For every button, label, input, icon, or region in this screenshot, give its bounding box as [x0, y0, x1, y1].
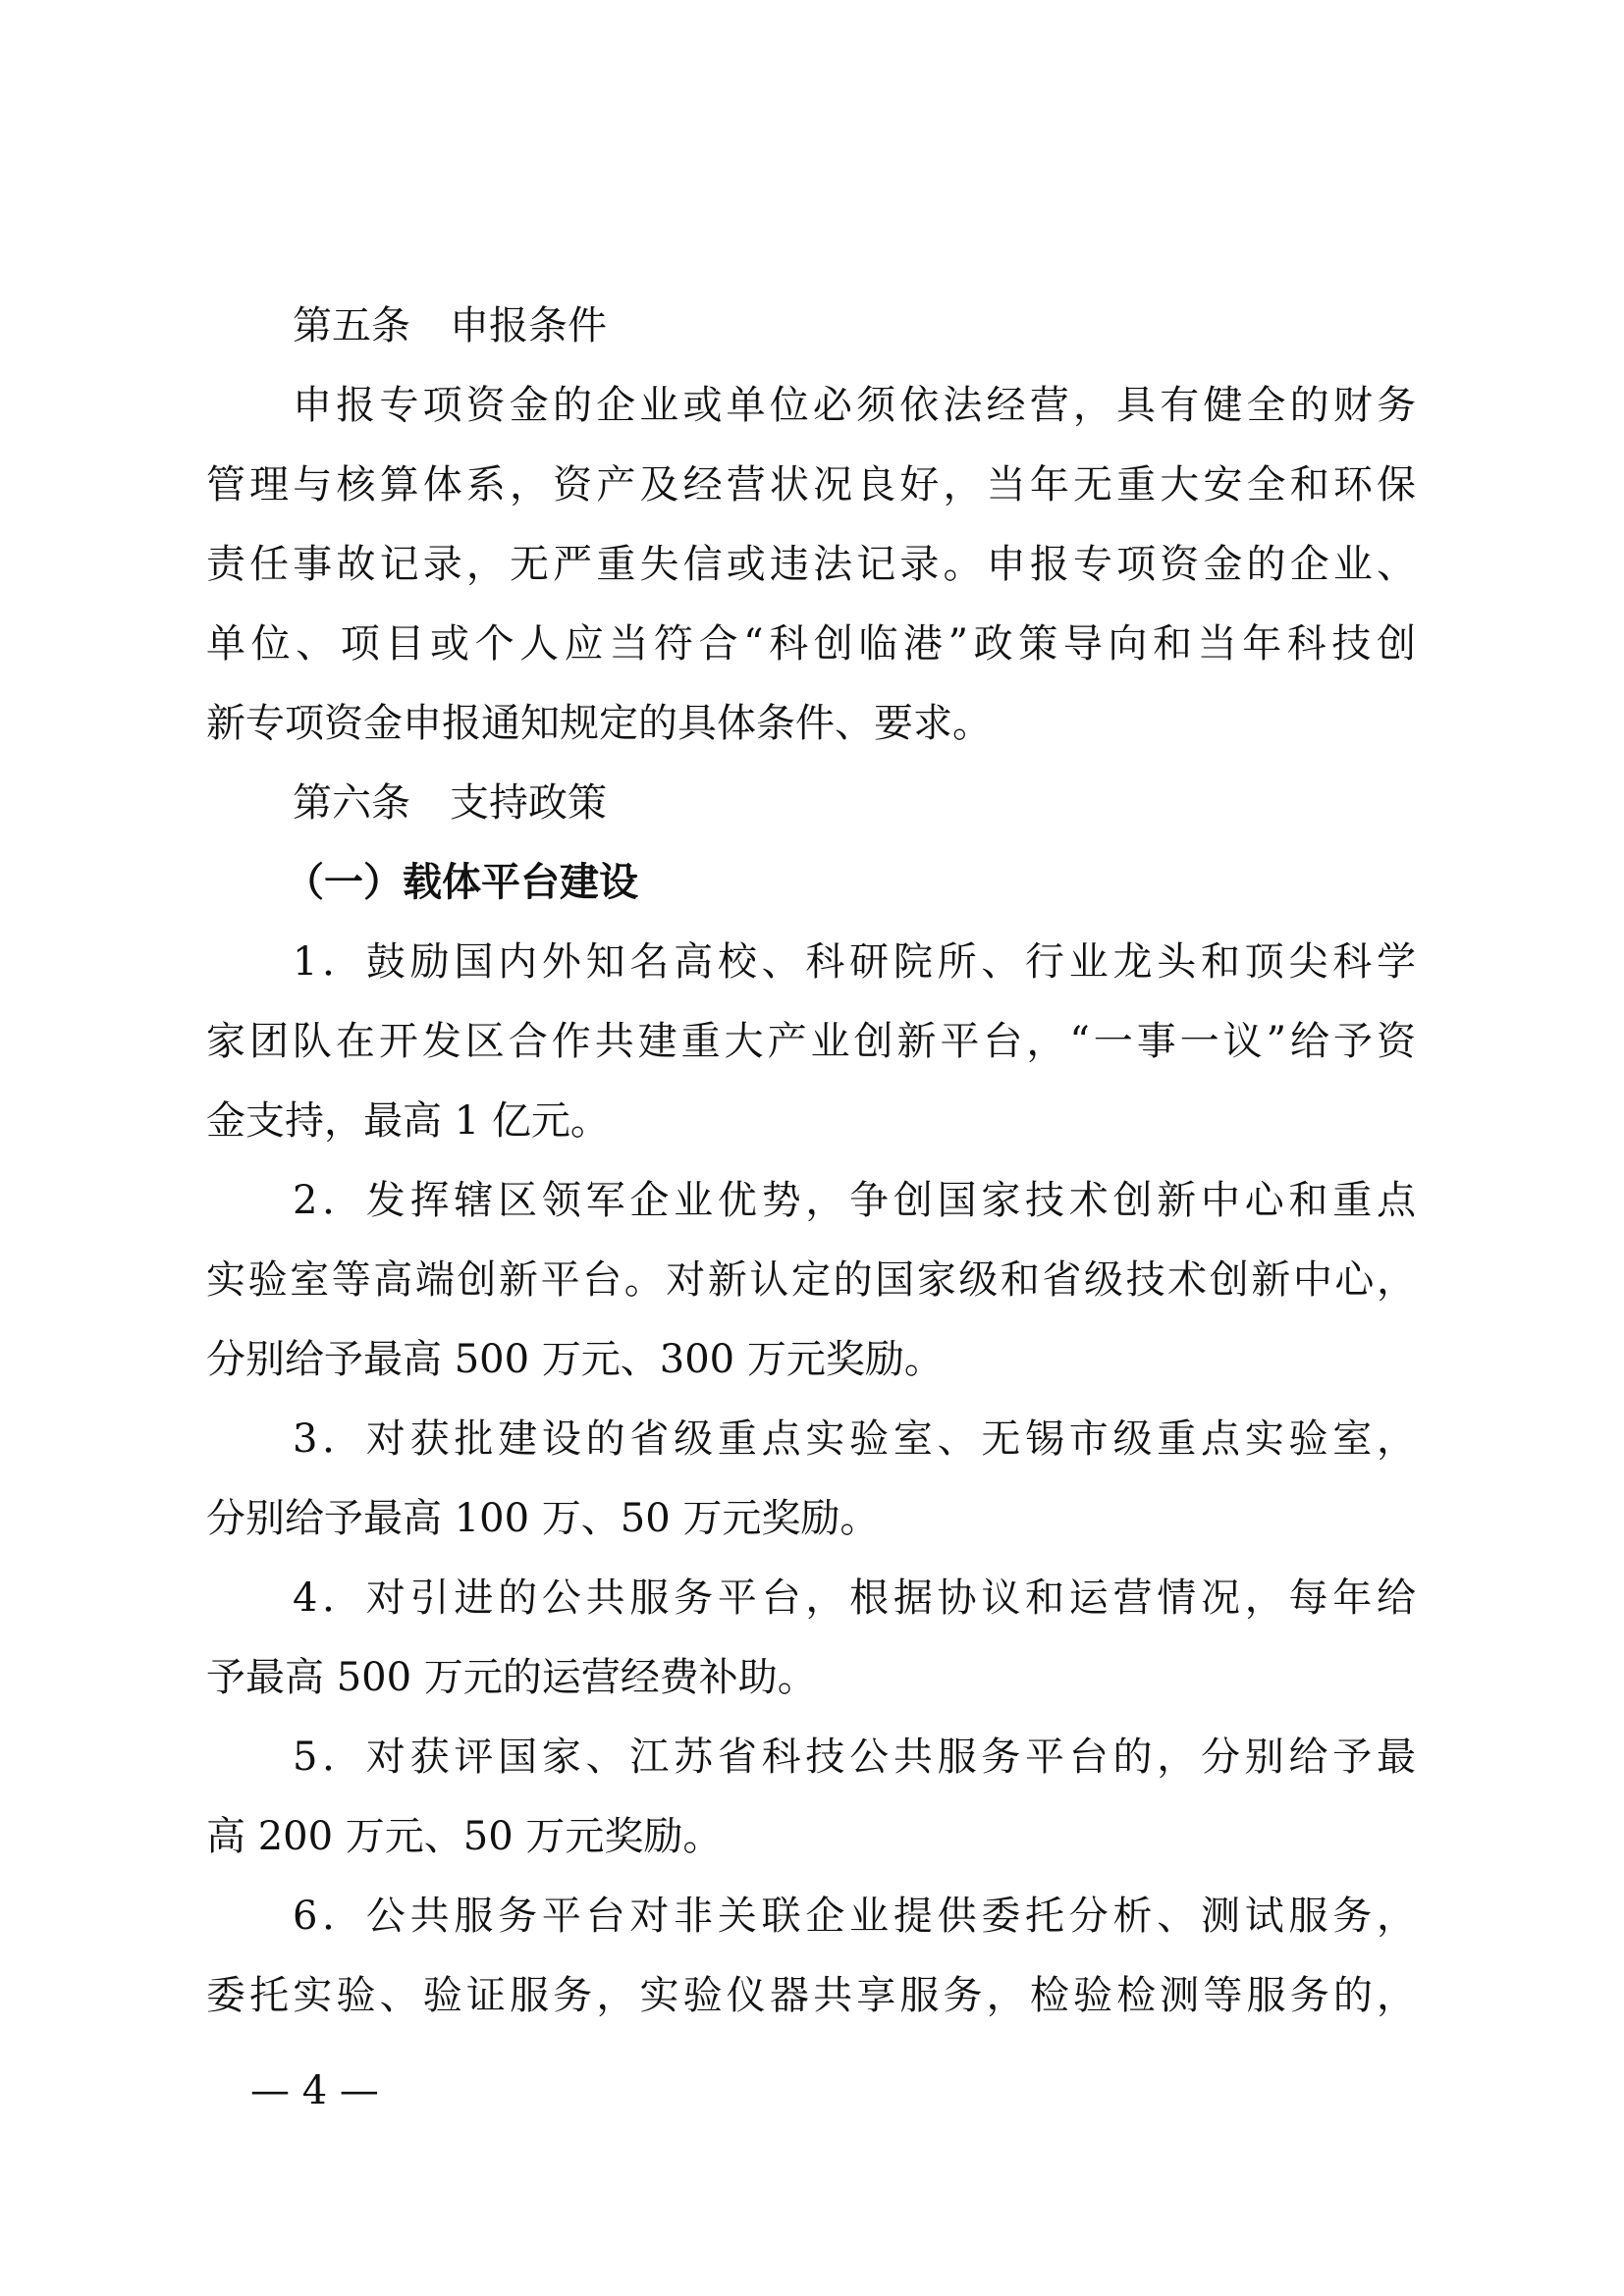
article-5-heading: 第五条 申报条件: [293, 303, 607, 348]
list-item-line: 金支持，最高 1 亿元。: [206, 1098, 610, 1144]
paragraph-line: 责任事故记录，无严重失信或违法记录。申报专项资金的企业、: [206, 542, 1416, 587]
list-item-line: 委托实验、验证服务，实验仪器共享服务，检验检测等服务的，: [206, 1973, 1416, 2018]
list-item-line: 分别给予最高 500 万元、300 万元奖励。: [206, 1337, 944, 1382]
paragraph-line: 单位、项目或个人应当符合“科创临港”政策导向和当年科技创: [206, 621, 1416, 667]
list-item-line: 5．对获评国家、江苏省科技公共服务平台的，分别给予最: [293, 1735, 1416, 1780]
paragraph-line: 管理与核算体系，资产及经营状况良好，当年无重大安全和环保: [206, 462, 1416, 507]
list-item-line: 4．对引进的公共服务平台，根据协议和运营情况，每年给: [293, 1575, 1416, 1621]
list-item-line: 分别给予最高 100 万、50 万元奖励。: [206, 1496, 880, 1541]
list-item-line: 1．鼓励国内外知名高校、科研院所、行业龙头和顶尖科学: [293, 939, 1416, 985]
section-1-heading: （一）载体平台建设: [285, 859, 638, 905]
article-6-heading: 第六条 支持政策: [293, 780, 607, 826]
list-item-line: 予最高 500 万元的运营经费补助。: [206, 1655, 817, 1700]
list-item-line: 高 200 万元、50 万元奖励。: [206, 1814, 723, 1859]
paragraph-line: 新专项资金申报通知规定的具体条件、要求。: [206, 701, 992, 746]
list-item-line: 6．公共服务平台对非关联企业提供委托分析、测试服务，: [293, 1894, 1416, 1939]
list-item-line: 3．对获批建设的省级重点实验室、无锡市级重点实验室，: [293, 1416, 1416, 1462]
paragraph-line: 申报专项资金的企业或单位必须依法经营，具有健全的财务: [293, 383, 1416, 428]
list-item-line: 实验室等高端创新平台。对新认定的国家级和省级技术创新中心，: [206, 1257, 1416, 1303]
page-number: — 4 —: [250, 2068, 379, 2113]
list-item-line: 2．发挥辖区领军企业优势，争创国家技术创新中心和重点: [293, 1178, 1416, 1223]
list-item-line: 家团队在开发区合作共建重大产业创新平台，“一事一议”给予资: [206, 1019, 1416, 1064]
